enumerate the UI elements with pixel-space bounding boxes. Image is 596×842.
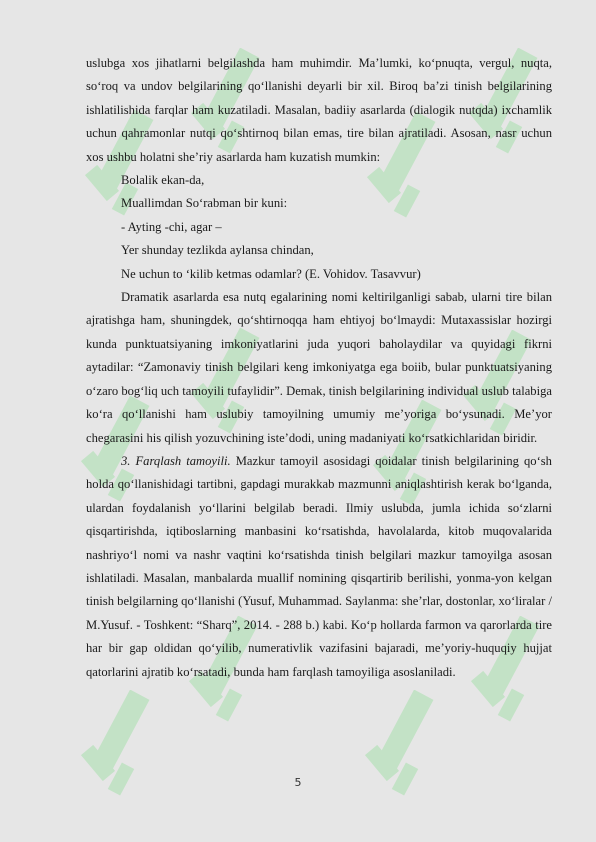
verse-line: - Ayting -chi, agar –	[121, 219, 222, 234]
section-heading: 3. Farqlash tamoyili.	[121, 453, 231, 468]
verse-line: Muallimdan So‘rabman bir kuni:	[121, 196, 288, 211]
body-text	[86, 52, 552, 684]
verse-line: Bolalik ekan-da,	[121, 173, 205, 188]
paragraph-body: Mazkur tamoyil asosidagi qoidalar tinish belgilarining qo‘sh holda qo‘llanishidagi tartibni, gapdagi murakkab mazmunni aniqlashtirish kerak bo‘lganda, ulardan foydalanish yo‘llarini belgilab beradi. Ilmiy uslubda, jumla ichida so‘zlarni qisqartirishda, iqtiboslarning manbasini ko‘rsatishda, havolalarda, kitob muqovalarida nashriyo‘l nomi va nashr vaqtini ko‘rsatishda tinish belgilari mazkur tamoyilga asosan ishlatiladi. Masalan, manbalarda muallif nomining qisqartirib berilishi, yonma-yon kelgan tinish belgilarning qo‘llanishi (Yusuf, Muhammad. Saylanma: she’rlar, dostonlar, xo‘liralar / M.Yusuf. - Toshkent: “Sharq”, 2014. - 288 b.) kabi. Ko‘p hollarda farmon va qarorlarda tire har bir gap oldidan qo‘yilib, numerativlik vazifasini bajaradi, me’yoriy-huquqiy hujjat qatorlarini ajratib ko‘rsatadi, bunda ham farqlash tamoyiliga asoslaniladi.	[86, 453, 552, 679]
paragraph: Dramatik asarlarda esa nutq egalarining nomi keltirilganligi sabab, ularni tire bilan ajratishga ham, shuningdek, qo‘shtirnoqqa ham ehtiyoj bo‘lmaydi: Mutaxassislar hozirgi kunda punktuatsiyaning imkoniyatlarini juda yuqori baholaydilar va quyidagi fikrni aytadilar: “Zamonaviy tinish belgilari keng imkoniyatga ega boiib, bular punktuatsiyaning o‘zaro bog‘liq uch tamoyili tufaylidir”. Demak, tinish belgilarining individual uslub talabiga ko‘ra qo‘llanishi ham uslubiy tamoyilning umumiy me’yoriga bo‘ysunadi. Me’yor chegarasini his qilish yozuvchining iste’dodi, uning madaniyati ko‘rsatkichlaridan biridir.	[86, 290, 552, 445]
paragraph-farqlash	[86, 450, 552, 684]
page-number: 5	[294, 776, 302, 789]
verse-line: Ne uchun to ‘kilib ketmas odamlar? (E. Vohidov. Tasavvur)	[121, 266, 421, 281]
verse-line: Yer shunday tezlikda aylansa chindan,	[121, 243, 314, 258]
paragraph: uslubga xos jihatlarni belgilashda ham muhimdir. Ma’lumki, ko‘pnuqta, vergul, nuqta, so‘roq va undov belgilarining qo‘llanishi deyarli bir xil. Biroq ba’zi tinish belgilarining ishlatilishida farqlar ham kuzatiladi. Masalan, badiiy asarlarda (dialogik nutqda) ixchamlik uchun qahramonlar nutqi qo‘shtirnoq bilan emas, tire bilan ajratiladi. Asosan, nasr uchun xos ushbu holatni she’riy asarlarda ham kuzatish mumkin:	[86, 56, 552, 164]
